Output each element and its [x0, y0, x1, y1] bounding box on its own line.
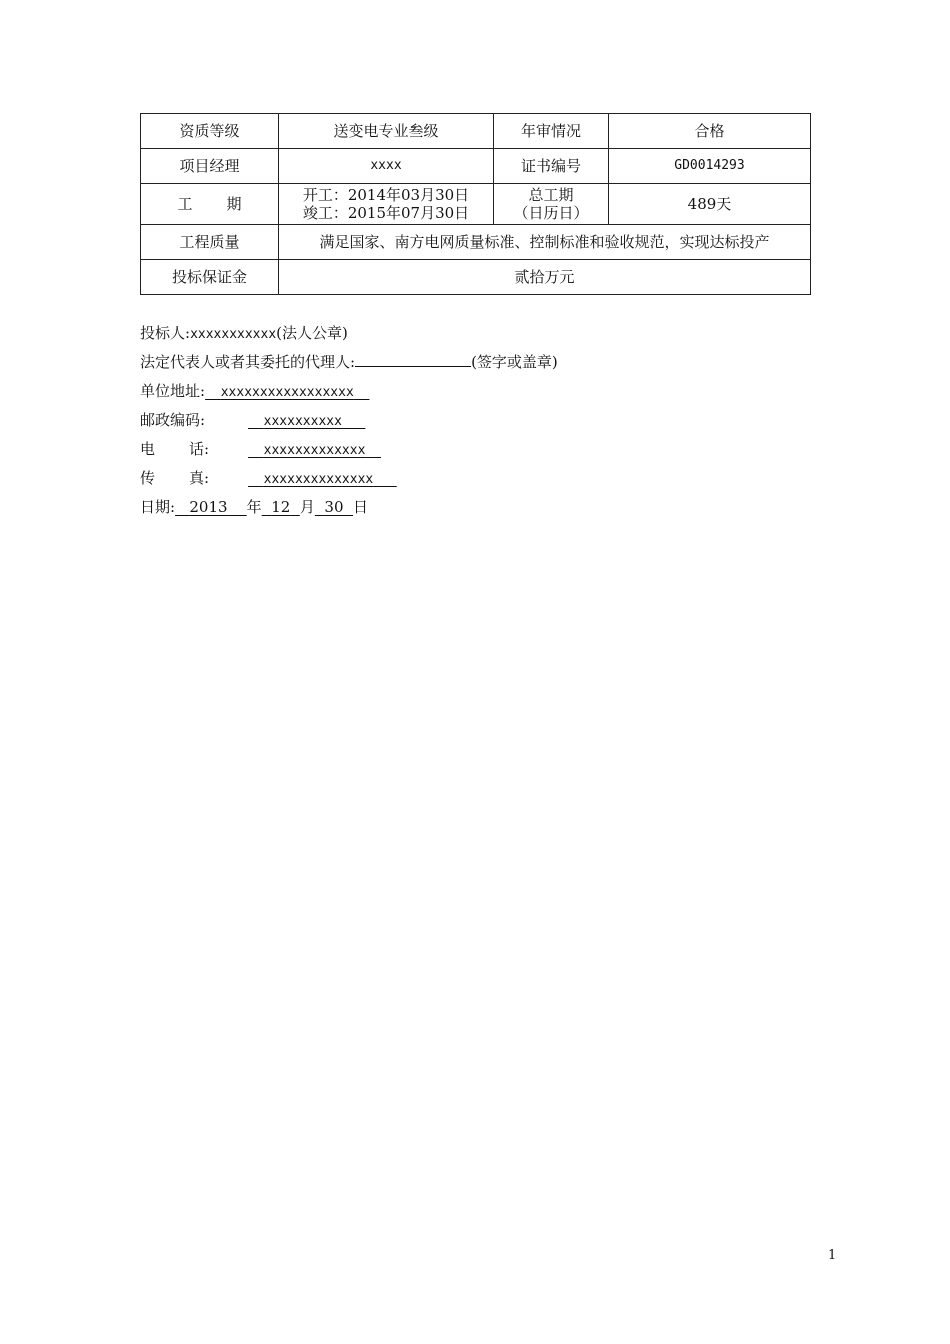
- start-date: 开工：2014年03月30日: [302, 186, 470, 204]
- representative-line: [140, 348, 840, 377]
- annual-review-label: 年审情况: [494, 114, 609, 149]
- fax-label-b: 真:: [189, 469, 210, 487]
- table-row: [141, 260, 811, 295]
- address-line: [140, 377, 840, 406]
- period-label: [141, 184, 279, 225]
- date-label: 日期:: [140, 498, 176, 516]
- certificate-label: 证书编号: [494, 149, 609, 184]
- address-label: 单位地址:: [140, 382, 206, 400]
- page-number: 1: [828, 1248, 837, 1263]
- total-period-label-line1: 总工期: [528, 186, 574, 204]
- date-year: [175, 498, 247, 516]
- table-row: [141, 114, 811, 149]
- date-day-text: 30: [324, 498, 344, 516]
- quality-label: 工程质量: [141, 225, 279, 260]
- date-day: [315, 498, 353, 516]
- phone-line: [140, 435, 840, 464]
- project-manager-label: 项目经理: [141, 149, 279, 184]
- project-manager-value: xxxx: [279, 149, 494, 184]
- representative-label: 法定代表人或者其委托的代理人:: [140, 353, 356, 371]
- certificate-value: GD0014293: [609, 149, 811, 184]
- postcode-value-text: xxxxxxxxxx: [263, 414, 342, 429]
- fax-line: [140, 464, 840, 493]
- bidder-value: xxxxxxxxxxx: [190, 327, 277, 342]
- representative-signature-blank[interactable]: [355, 349, 471, 367]
- phone-value-text: xxxxxxxxxxxxx: [263, 443, 366, 458]
- fax-label-a: 传: [140, 469, 156, 487]
- total-period-label-line2: （日历日）: [513, 204, 589, 222]
- phone-label-b: 话:: [189, 440, 210, 458]
- fax-label: [140, 464, 248, 493]
- bidder-label: 投标人:: [140, 324, 191, 342]
- period-label-b: 期: [226, 195, 242, 213]
- total-period-value: 489天: [609, 184, 811, 225]
- phone-label-a: 电: [140, 440, 156, 458]
- fax-value: [248, 472, 397, 487]
- period-label-a: 工: [177, 195, 193, 213]
- representative-suffix: (签字或盖章): [471, 353, 558, 371]
- qualification-label: 资质等级: [141, 114, 279, 149]
- quality-value: 满足国家、南方电网质量标准、控制标准和验收规范，实现达标投产: [279, 225, 811, 260]
- end-date: 竣工：2015年07月30日: [302, 204, 470, 222]
- date-month-text: 12: [271, 498, 291, 516]
- bond-label: 投标保证金: [141, 260, 279, 295]
- annual-review-value: 合格: [609, 114, 811, 149]
- postcode-label: 邮政编码:: [140, 411, 206, 429]
- table-row: [141, 149, 811, 184]
- table-row: [141, 184, 811, 225]
- date-line: [140, 493, 840, 522]
- qualification-value: 送变电专业叁级: [279, 114, 494, 149]
- phone-label: [140, 435, 248, 464]
- date-month: [262, 498, 300, 516]
- address-value-text: xxxxxxxxxxxxxxxxx: [220, 385, 354, 400]
- table-row: [141, 225, 811, 260]
- postcode-line: [140, 406, 840, 435]
- date-year-text: 2013: [189, 498, 228, 516]
- address-value: [205, 385, 369, 400]
- date-day-unit: 日: [353, 498, 369, 516]
- fax-value-text: xxxxxxxxxxxxxx: [263, 472, 374, 487]
- period-dates: [279, 184, 494, 225]
- bid-info-table: [140, 113, 811, 295]
- postcode-value: [248, 414, 365, 429]
- signature-block: [140, 319, 840, 522]
- phone-value: [248, 443, 381, 458]
- bidder-line: [140, 319, 840, 348]
- date-year-unit: 年: [246, 498, 262, 516]
- date-month-unit: 月: [299, 498, 315, 516]
- bond-value: 贰拾万元: [279, 260, 811, 295]
- bidder-suffix: (法人公章): [276, 324, 348, 342]
- total-period-label: [494, 184, 609, 225]
